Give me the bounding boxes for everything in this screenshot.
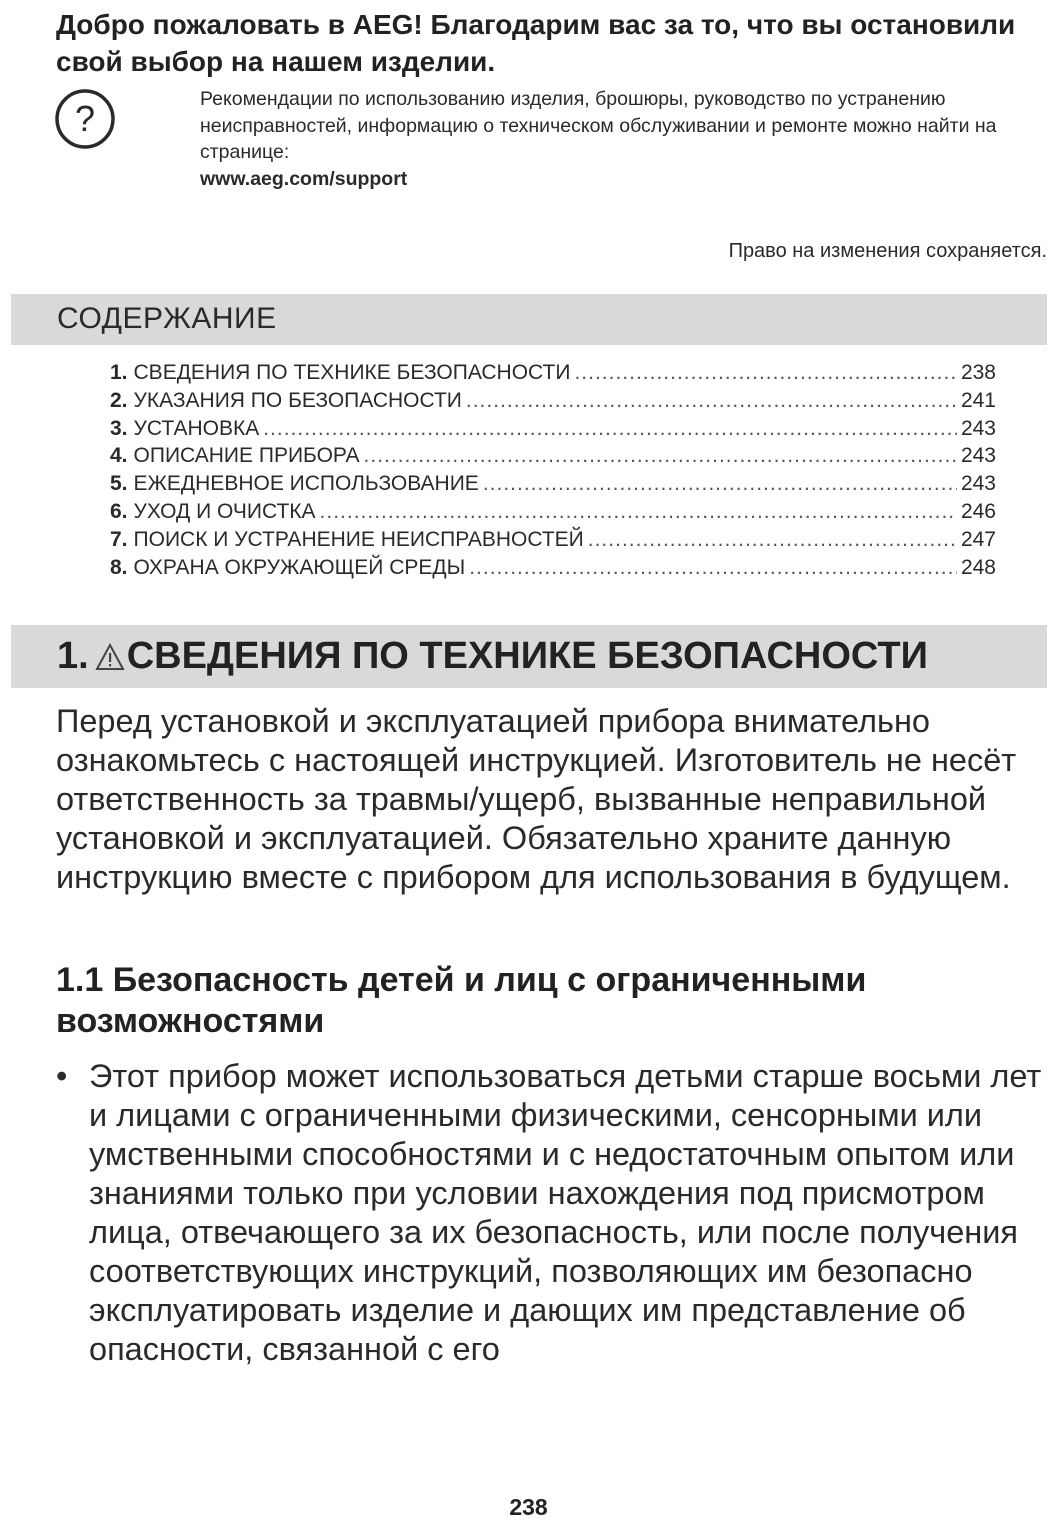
toc-leader-dots [469, 556, 957, 580]
section-intro-paragraph: Перед установкой и эксплуатацией прибора внимательно ознакомьтесь с настоящей инструкцией. Изготовитель не несёт ответственность за травмы/ущерб, вызванные неправильной установкой и эксплуатацией. Обязательно храните данную инструкцию вместе с прибором для использования в будущем. [56, 703, 1017, 895]
toc-item[interactable] [110, 389, 996, 417]
toc-item[interactable] [110, 556, 996, 584]
list-item-text: Этот прибор может использоваться детьми старше восьми лет и лицами с ограниченными физическими, сенсорными или умственными способностями и с недостаточным опытом или знаниями только при условии нахождения под присмотром лица, отвечающего за их безопасность, или после получения соответствующих инструкций, позволяющих им безопасно эксплуатировать изделие и дающих им представление об опасности, связанной с его [89, 1058, 1042, 1367]
toc-item-page: 241 [960, 388, 996, 412]
section-header-band [11, 625, 1047, 688]
toc-item-number: 3. [110, 416, 128, 440]
toc-item-page: 243 [960, 472, 996, 496]
toc-item-label: УСТАНОВКА [133, 416, 260, 440]
toc-leader-dots [466, 389, 957, 413]
toc-item[interactable] [110, 528, 996, 556]
toc-item[interactable] [110, 361, 996, 389]
support-url-link[interactable]: www.aeg.com/support [200, 167, 408, 190]
toc-leader-dots [263, 417, 957, 441]
list-item [56, 1057, 1046, 1369]
toc-item-page: 248 [960, 555, 996, 579]
toc-item-number: 2. [110, 388, 128, 412]
support-info [200, 86, 1020, 192]
toc-item[interactable] [110, 472, 996, 500]
toc-item-page: 238 [960, 361, 996, 384]
toc-item[interactable] [110, 444, 996, 472]
support-info-text: Рекомендации по использованию изделия, брошюры, руководство по устранению неисправностей, информацию о техническом обслуживании и ремонте можно найти на странице: [200, 88, 997, 163]
toc-leader-dots [483, 472, 957, 496]
toc-header-band [11, 294, 1047, 345]
toc-item-number: 1. [110, 361, 128, 384]
toc-item-number: 6. [110, 499, 128, 523]
bullet-mark: • [56, 1058, 68, 1094]
toc-item-label: ЕЖЕДНЕВНОЕ ИСПОЛЬЗОВАНИЕ [133, 472, 479, 496]
toc-item-label: ОПИСАНИЕ ПРИБОРА [133, 444, 360, 468]
section-title-text: СВЕДЕНИЯ ПО ТЕХНИКЕ БЕЗОПАСНОСТИ [126, 635, 928, 677]
toc-item-label: УКАЗАНИЯ ПО БЕЗОПАСНОСТИ [133, 388, 462, 412]
toc-item-number: 4. [110, 444, 128, 468]
toc-item-label: УХОД И ОЧИСТКА [133, 499, 316, 523]
question-circle-icon [54, 88, 116, 150]
toc-leader-dots [320, 500, 957, 524]
toc-item-page: 243 [960, 416, 996, 440]
section-number: 1. [57, 635, 89, 677]
toc-item-page: 246 [960, 499, 996, 523]
warning-triangle-icon [95, 643, 125, 671]
page-number: 238 [509, 1494, 548, 1520]
toc-item-number: 8. [110, 555, 128, 579]
welcome-heading: Добро пожаловать в AEG! Благодарим вас за то, что вы остановили свой выбор на нашем изделии. [56, 9, 1016, 77]
toc-item-page: 243 [960, 444, 996, 468]
subsection-title: 1.1 Безопасность детей и лиц с ограниченными возможностями [56, 961, 867, 1040]
table-of-contents [110, 361, 996, 583]
rights-notice: Право на изменения сохраняется. [728, 240, 1047, 262]
toc-leader-dots [364, 444, 957, 468]
toc-item-page: 247 [960, 527, 996, 551]
toc-title: СОДЕРЖАНИЕ [57, 302, 277, 335]
svg-text:?: ? [74, 98, 96, 139]
section-title [57, 635, 928, 678]
toc-item-number: 5. [110, 472, 128, 496]
toc-leader-dots [574, 361, 957, 385]
toc-item[interactable] [110, 417, 996, 445]
toc-item-label: ПОИСК И УСТРАНЕНИЕ НЕИСПРАВНОСТЕЙ [133, 527, 584, 551]
toc-item-label: ОХРАНА ОКРУЖАЮЩЕЙ СРЕДЫ [133, 555, 466, 579]
toc-item-label: СВЕДЕНИЯ ПО ТЕХНИКЕ БЕЗОПАСНОСТИ [133, 361, 571, 384]
toc-item[interactable] [110, 500, 996, 528]
toc-leader-dots [588, 528, 957, 552]
toc-item-number: 7. [110, 527, 128, 551]
